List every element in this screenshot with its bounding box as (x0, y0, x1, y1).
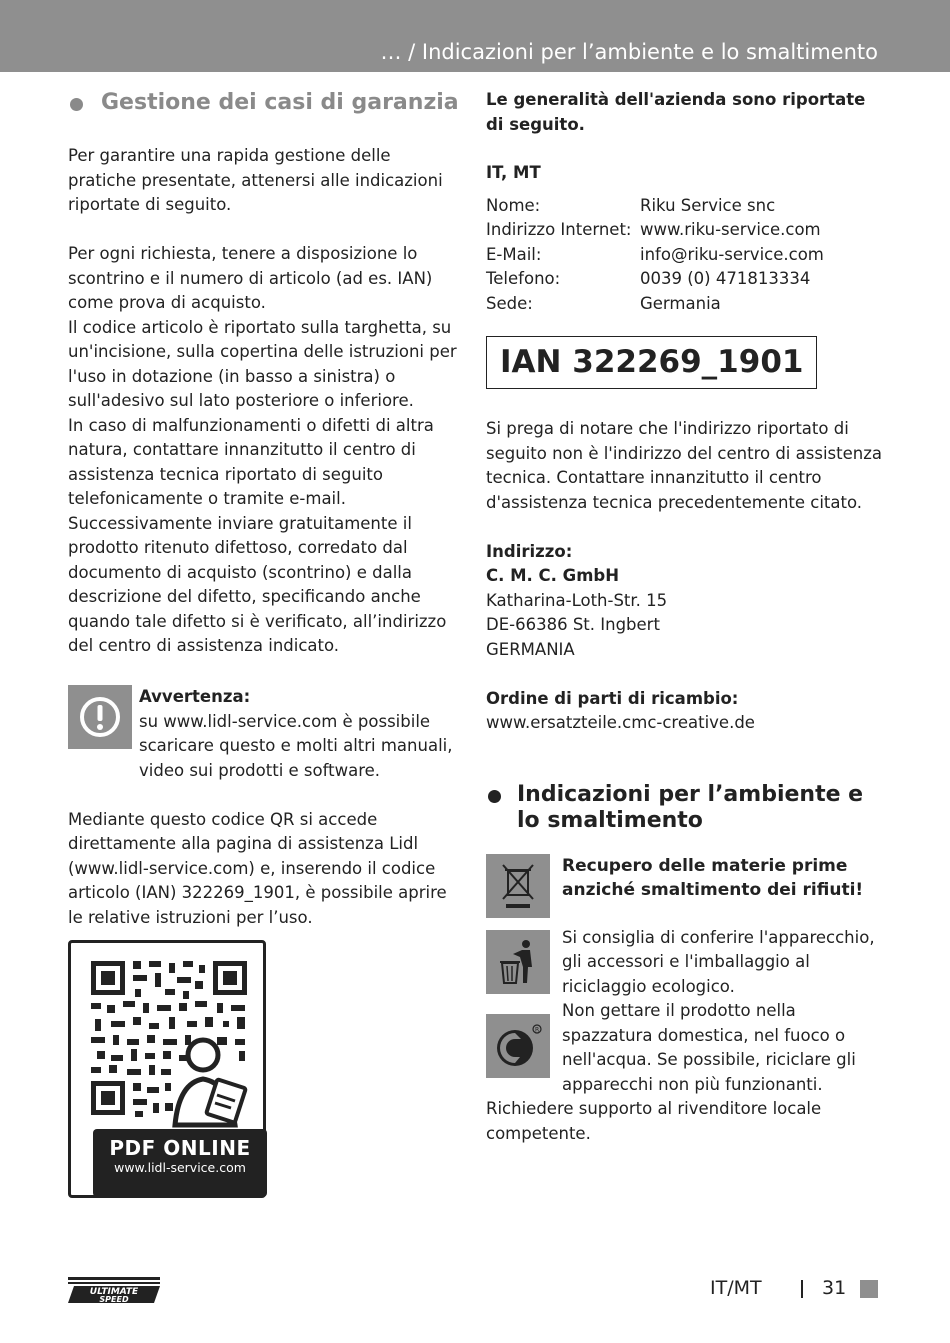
header-title: … / Indicazioni per l’ambiente e lo smaltimento (380, 40, 878, 64)
parts-label: Ordine di parti di ricambio: (486, 688, 739, 708)
note-paragraph: Si prega di notare che l'indirizzo riportato di seguito non è l'indirizzo del centro di assistenza tecnica. Contattare innanzitutto il centro d'assistenza tecnica precedentemente citato. (486, 419, 882, 512)
company-row: Nome: Riku Service snc (486, 195, 776, 215)
ian-box: IAN 322269_1901 (486, 336, 817, 389)
parts-url[interactable]: www.ersatzteile.cmc-creative.de (486, 713, 755, 732)
country-label: IT, MT (486, 163, 541, 182)
brand-logo (68, 1277, 160, 1303)
paragraph: Il codice articolo è riportato sulla targhetta, su un'incisione, sulla copertina delle istruzioni per l'uso in dotazione (in basso a sinistra) o sull'adesivo sul lato posteriore o inferiore. (68, 317, 457, 410)
recycle-paragraph: Richiedere supporto al rivenditore locale competente. (486, 1099, 822, 1143)
address-city: DE-66386 St. Ingbert (486, 615, 660, 634)
section-heading-environment: Indicazioni per l’ambiente e lo smaltimento (486, 782, 886, 834)
tidy-man-icon (486, 930, 550, 994)
qr-label-url: www.lidl-service.com (114, 1160, 246, 1175)
page-header (0, 0, 950, 72)
qr-paragraph: Mediante questo codice QR si accede direttamente alla pagina di assistenza Lidl (www.lidl-service.com) e, inserendo il codice articolo (IAN) 322269_1901, è possibile aprire le relative istruzioni per l’uso. (68, 809, 447, 927)
paragraph: Per garantire una rapida gestione delle pratiche presentate, attenersi alle indicazioni riportate di seguito. (68, 146, 443, 214)
company-row: Sede: Germania (486, 293, 721, 313)
company-details (486, 194, 886, 317)
section-heading-warranty: Gestione dei casi di garanzia (68, 90, 462, 116)
footer-divider (801, 1280, 803, 1298)
bullet-icon (488, 790, 501, 803)
company-row: Telefono: 0039 (0) 471813334 (486, 269, 811, 288)
footer-locale: IT/MT (710, 1277, 762, 1299)
warning-title: Avvertenza: (139, 687, 251, 706)
crossed-bin-icon (486, 854, 550, 918)
footer-square (860, 1280, 878, 1298)
page-number: 31 (822, 1277, 847, 1299)
warning-text: su www.lidl-service.com è possibile scaricare questo e molti altri manuali, video sui prodotti e software. (139, 711, 453, 780)
qr-label (93, 1129, 267, 1197)
company-row: Indirizzo Internet: www.riku-service.com (486, 220, 821, 239)
svg-text:R: R (535, 1026, 540, 1033)
bullet-icon (70, 98, 83, 111)
paragraph: Per ogni richiesta, tenere a disposizione lo scontrino e il numero di articolo (ad es. IAN) come prova di acquisto. (68, 244, 433, 312)
svg-text:SPEED: SPEED (99, 1295, 129, 1303)
recycle-paragraph: Non gettare il prodotto nella spazzatura domestica, nel fuoco o nell'acqua. Se possibile, riciclare gli apparecchi non più funzionanti. (562, 1001, 856, 1094)
address-country: GERMANIA (486, 639, 575, 659)
green-dot-icon (486, 1014, 550, 1078)
recycle-paragraph: Si consiglia di conferire l'apparecchio, gli accessori e l'imballaggio al riciclaggio ecologico. (562, 927, 875, 996)
address-company: C. M. C. GmbH (486, 566, 620, 585)
paragraph: In caso di malfunzionamenti o difetti di altra natura, contattare innanzitutto il centro di assistenza tecnica riportato di seguito telefonicamente o tramite e-mail. Successivamente inviare gratuitamente il prodotto ritenuto difettoso, corredato dal documento di acquisto (scontrino) e dalla descrizione del difetto, specificando anche quando tale difetto si è verificato, all’indirizzo del centro di assistenza indicato. (68, 415, 447, 655)
recycle-text-block (486, 927, 886, 1098)
address-street: Katharina-Loth-Str. 15 (486, 590, 668, 610)
warning-icon (68, 685, 132, 749)
recycle-block (486, 854, 886, 918)
qr-code-card[interactable] (68, 940, 266, 1198)
address-label: Indirizzo: (486, 541, 573, 561)
company-row: E-Mail: info@riku-service.com (486, 244, 824, 264)
company-intro: Le generalità dell'azienda sono riportate di seguito. (486, 90, 866, 134)
recycle-title: Recupero delle materie prime anziché smaltimento dei rifiuti! (562, 855, 864, 900)
qr-label-title: PDF ONLINE (109, 1136, 251, 1160)
right-column (486, 88, 886, 1146)
brand-logo-text: ULTIMATE (89, 1287, 139, 1297)
warning-block (68, 685, 462, 783)
left-column (68, 88, 462, 1198)
